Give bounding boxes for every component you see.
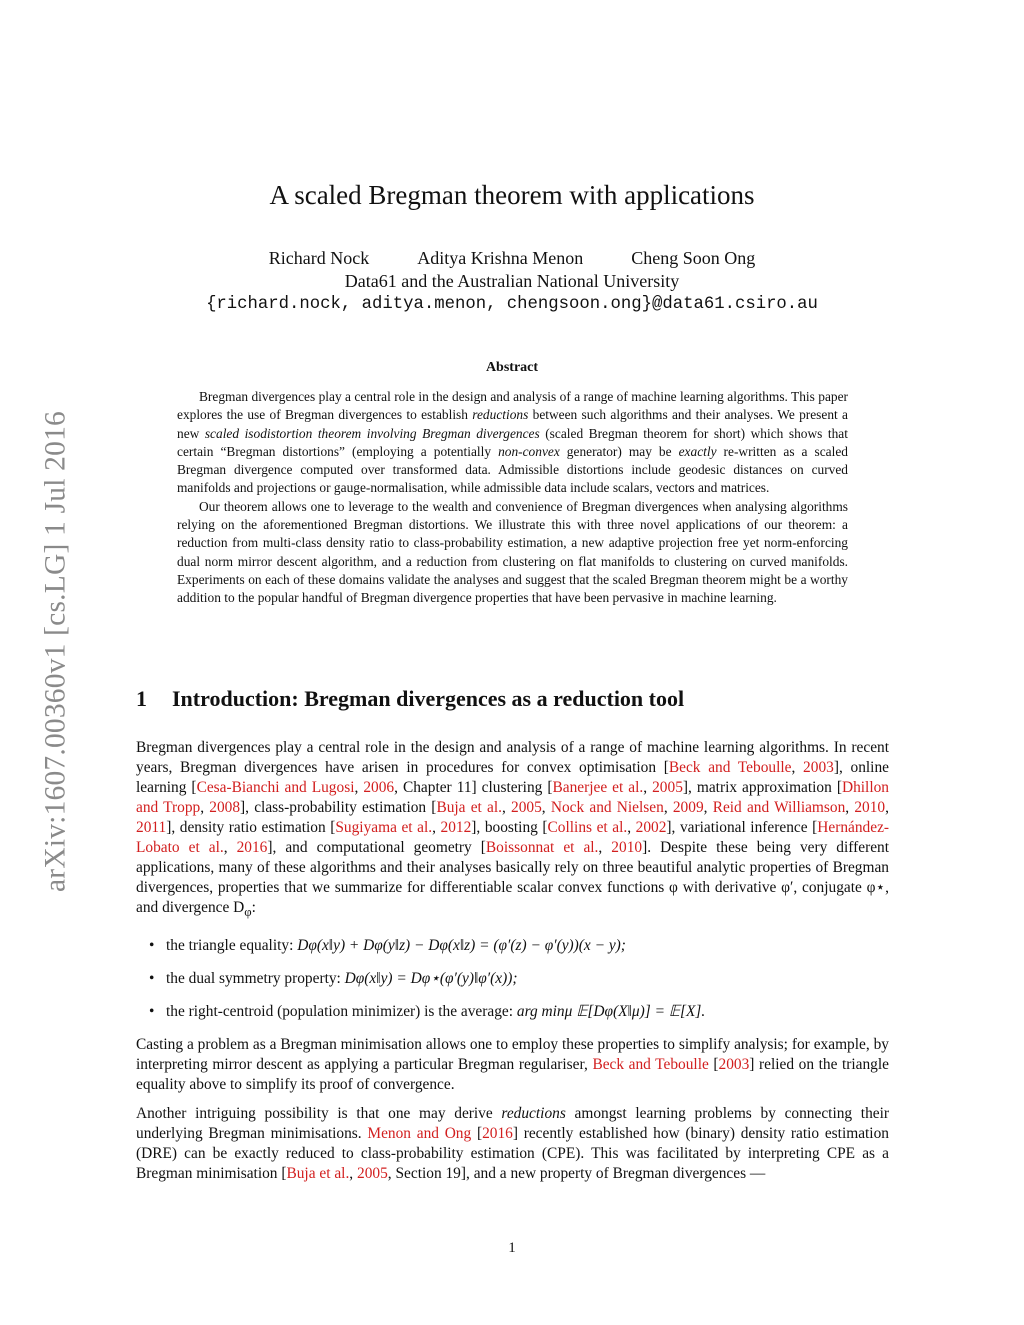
body-text — [136, 738, 889, 1193]
citation-link[interactable]: 2006 — [363, 779, 395, 796]
citation-link[interactable]: 2002 — [635, 819, 667, 836]
arxiv-stamp: arXiv:1607.00360v1 [cs.LG] 1 Jul 2016 — [39, 411, 72, 892]
math-formula: Dφ(x‖y) = Dφ⋆(φ′(y)‖φ′(x)); — [344, 970, 518, 988]
math-formula: Dφ(x‖y) + Dφ(y‖z) − Dφ(x‖z) = (φ′(z) − φ′(y))(x − y); — [297, 937, 626, 955]
abstract-heading: Abstract — [485, 360, 539, 375]
citation-link[interactable]: Beck and Teboulle — [668, 759, 792, 776]
section-title: Introduction: Bregman divergences as a reduction tool — [172, 686, 685, 711]
author-name: Aditya Krishna Menon — [417, 248, 584, 268]
body-paragraph: Casting a problem as a Bregman minimisation allows one to employ these properties to simplify analysis; for example, by interpreting mirror descent as applying a particular Bregman regulariser, Beck and Teboulle [2003] relied on the triangle equality above to simplify its proof of convergence. — [136, 1036, 889, 1094]
bullet-icon: • — [149, 937, 155, 955]
citation-link[interactable]: 2016 — [236, 839, 268, 856]
citation-link[interactable]: Collins et al. — [547, 819, 628, 836]
citation-link[interactable]: Sugiyama et al. — [335, 819, 433, 836]
bullet-icon: • — [149, 970, 155, 988]
citation-link[interactable]: 2010 — [854, 799, 886, 816]
citation-link[interactable]: 2009 — [672, 799, 704, 816]
citation-link[interactable]: 2016 — [482, 1125, 513, 1143]
abstract-paragraph: Bregman divergences play a central role in the design and analysis of a range of machine learning algorithms. This paper explores the use of Bregman divergences to establish reductions between such algorithms and their analyses. We present a new scaled isodistortion theorem involving Bregman divergences (scaled Bregman theorem for short) which shows that certain “Bregman distortions” (employing a potentially non-convex generator) may be exactly re-written as a scaled Bregman divergence computed over transformed data. Admissible distortions include geodesic distances on curved manifolds and projections or gauge-normalisation, while admissible data include scalars, vectors and matrices. — [177, 389, 848, 496]
citation-link[interactable]: Menon and Ong — [367, 1125, 472, 1143]
paper-title: A scaled Bregman theorem with applications — [269, 180, 755, 210]
author-name: Richard Nock — [268, 248, 370, 268]
citation-link[interactable]: Nock and Nielsen — [550, 799, 664, 816]
citation-link[interactable]: Banerjee et al. — [552, 779, 644, 796]
citation-link[interactable]: Beck and Teboulle — [592, 1056, 709, 1074]
section-number: 1 — [136, 686, 147, 711]
citation-link[interactable]: Cesa-Bianchi and Lugosi — [196, 779, 355, 796]
citation-link[interactable]: 2012 — [440, 819, 472, 836]
citation-link[interactable]: Hernández-Lobato et al. — [136, 819, 890, 856]
citation-link[interactable]: 2005 — [652, 779, 683, 796]
list-item: • the dual symmetry property: Dφ(x‖y) = Dφ⋆(φ′(y)‖φ′(x)); — [149, 970, 518, 988]
citation-link[interactable]: 2008 — [209, 799, 241, 816]
citation-link[interactable]: Reid and Williamson — [712, 799, 846, 816]
citation-link[interactable]: Buja et al. — [286, 1165, 350, 1183]
body-paragraph: Another intriguing possibility is that one may derive reductions amongst learning problems by connecting their underlying Bregman minimisations. Menon and Ong [2016] recently established how (binary) density ratio estimation (DRE) can be exactly reduced to class-probability estimation (CPE). This was facilitated by interpreting CPE as a Bregman minimisation [Buja et al., 2005, Section 19], and a new property of Bregman divergences — — [136, 1105, 890, 1183]
page-number: 1 — [508, 1240, 516, 1256]
list-item: • the triangle equality: Dφ(x‖y) + Dφ(y‖z) − Dφ(x‖z) = (φ′(z) − φ′(y))(x − y); — [149, 937, 626, 955]
citation-link[interactable]: 2010 — [611, 839, 643, 856]
affiliation: Data61 and the Australian National University — [344, 271, 680, 291]
list-item: • the right-centroid (population minimizer) is the average: arg minμ 𝔼[Dφ(X‖μ)] = 𝔼[X]. — [149, 1003, 706, 1021]
citation-link[interactable]: 2005 — [357, 1165, 388, 1183]
math-formula: arg minμ 𝔼[Dφ(X‖μ)] = 𝔼[X]. — [516, 1003, 706, 1021]
citation-link[interactable]: 2005 — [511, 799, 542, 816]
citation-link[interactable]: 2011 — [136, 819, 167, 836]
abstract-paragraph: Our theorem allows one to leverage to the wealth and convenience of Bregman divergences when analysing algorithms relying on the aforementioned Bregman distortions. We illustrate this with three novel applications of our theorem: a reduction from multi-class density ratio to class-probability estimation, a new adaptive projection free yet norm-enforcing dual norm mirror descent algorithm, and a reduction from clustering on flat manifolds to clustering on curved manifolds. Experiments on each of these domains validate the analyses and suggest that the scaled Bregman theorem might be a worthy addition to the popular handful of Bregman divergence properties that have been pervasive in machine learning. — [177, 498, 848, 606]
citation-link[interactable]: Boissonnat et al. — [485, 839, 599, 856]
section-heading — [136, 686, 684, 712]
author-emails: {richard.nock, aditya.menon, chengsoon.ong}@data61.csiro.au — [206, 295, 818, 314]
citation-link[interactable]: 2003 — [718, 1056, 750, 1074]
citation-link[interactable]: Buja et al. — [436, 799, 502, 816]
citation-link[interactable]: Dhillon and Tropp — [136, 779, 889, 816]
bullet-icon: • — [149, 1003, 155, 1021]
author-name: Cheng Soon Ong — [631, 248, 756, 268]
property-list — [136, 936, 889, 1022]
citation-link[interactable]: 2003 — [803, 759, 834, 776]
author-list — [0, 248, 1024, 269]
body-paragraph: Bregman divergences play a central role in the design and analysis of a range of machine learning algorithms. In recent years, Bregman divergences have arisen in procedures for convex optimisation [Beck and Teboulle, 2003], online learning [Cesa-Bianchi and Lugosi, 2006, Chapter 11] clustering [Banerjee et al., 2005], matrix approximation [Dhillon and Tropp, 2008], class-probability estimation [Buja et al., 2005, Nock and Nielsen, 2009, Reid and Williamson, 2010, 2011], density ratio estimation [Sugiyama et al., 2012], boosting [Collins et al., 2002], variational inference [Hernández-Lobato et al., 2016], and computational geometry [Boissonnat et al., 2010]. Despite these being very different applications, many of these algorithms and their analyses basically rely on three beautiful analytic properties of Bregman divergences, properties that we summarize for differentiable scalar convex functions φ with derivative φ′, conjugate φ⋆, and divergence $D_\varphi$: — [136, 739, 890, 920]
abstract — [177, 388, 848, 608]
